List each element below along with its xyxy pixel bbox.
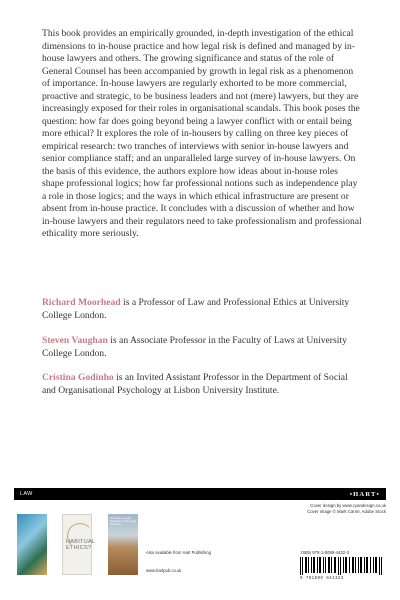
cover-design-credit: Cover design by www.cyandesign.co.uk bbox=[310, 503, 386, 508]
related-book-title-3: The Future of Legal Education and the Legal Profession bbox=[110, 517, 136, 526]
cover-credits bbox=[307, 503, 386, 515]
related-book-cover-2[interactable] bbox=[62, 514, 96, 575]
author-bio-3 bbox=[42, 372, 362, 397]
isbn-label: ISBN 978-1-5099-4432-3 bbox=[301, 550, 350, 555]
author-name-3: Cristina Godinho bbox=[42, 372, 114, 383]
book-description: This book provides an empirically grounded, in-depth investigation of the ethical dimensions to in-house practice and how legal risk is defined and managed by in-house lawyers and others. The growing significance and status of the role of General Counsel has been accompanied by growth in legal risk as a phenomenon of importance. In-house lawyers are regularly exhorted to be more commercial, proactive and strategic, to be business leaders and not (mere) lawyers, but they are increasingly exposed for their roles in organisational scandals. This book poses the question: how far does going beyond being a lawyer conflict with or entail being more ethical? It explores the role of in-housers by calling on three key pieces of empirical research: two tranches of interviews with senior in-house lawyers and senior compliance staff; and an unparalleled large survey of in-house lawyers. On the basis of this evidence, the authors explore how ideas about in-house roles shape professional logics; how far professional notions such as independence play a role in those logics; and the ways in which ethical infrastructure are present or absent from in-house practice. It concludes with a discussion of whether and how in-house lawyers and their regulators need to take professionalism and professional ethicality more seriously. bbox=[42, 28, 362, 239]
author-bio-2 bbox=[42, 335, 362, 360]
author-bio-text-3: is an Invited Assistant Professor in the Department of Social and Organisational Psychology at Lisbon University Institute. bbox=[42, 372, 348, 396]
also-available-text: Also available from Hart Publishing bbox=[146, 550, 211, 555]
related-book-cover-1[interactable] bbox=[17, 514, 47, 575]
publisher-website[interactable]: www.hartpub.co.uk bbox=[146, 568, 182, 573]
author-name-2: Steven Vaughan bbox=[42, 335, 108, 346]
barcode-number: 9 781509 944323 bbox=[300, 577, 344, 581]
related-book-cover-3[interactable] bbox=[108, 514, 138, 575]
author-bio-text-2: is an Associate Professor in the Faculty of Laws at University College London. bbox=[42, 335, 347, 359]
author-bio-text-1: is a Professor of Law and Professional Ethics at University College London. bbox=[42, 297, 350, 321]
barcode bbox=[298, 557, 384, 575]
publisher-logo: •HART• bbox=[349, 490, 380, 498]
related-book-title-2: HABITUAL ETHICS? bbox=[66, 539, 96, 551]
author-name-1: Richard Moorhead bbox=[42, 297, 121, 308]
author-bio-1 bbox=[42, 297, 362, 322]
subject-bar bbox=[14, 488, 386, 500]
cover-image-credit: Cover image © Mark Carrel, Adobe Stock bbox=[307, 508, 386, 514]
subject-label: LAW bbox=[20, 491, 33, 497]
